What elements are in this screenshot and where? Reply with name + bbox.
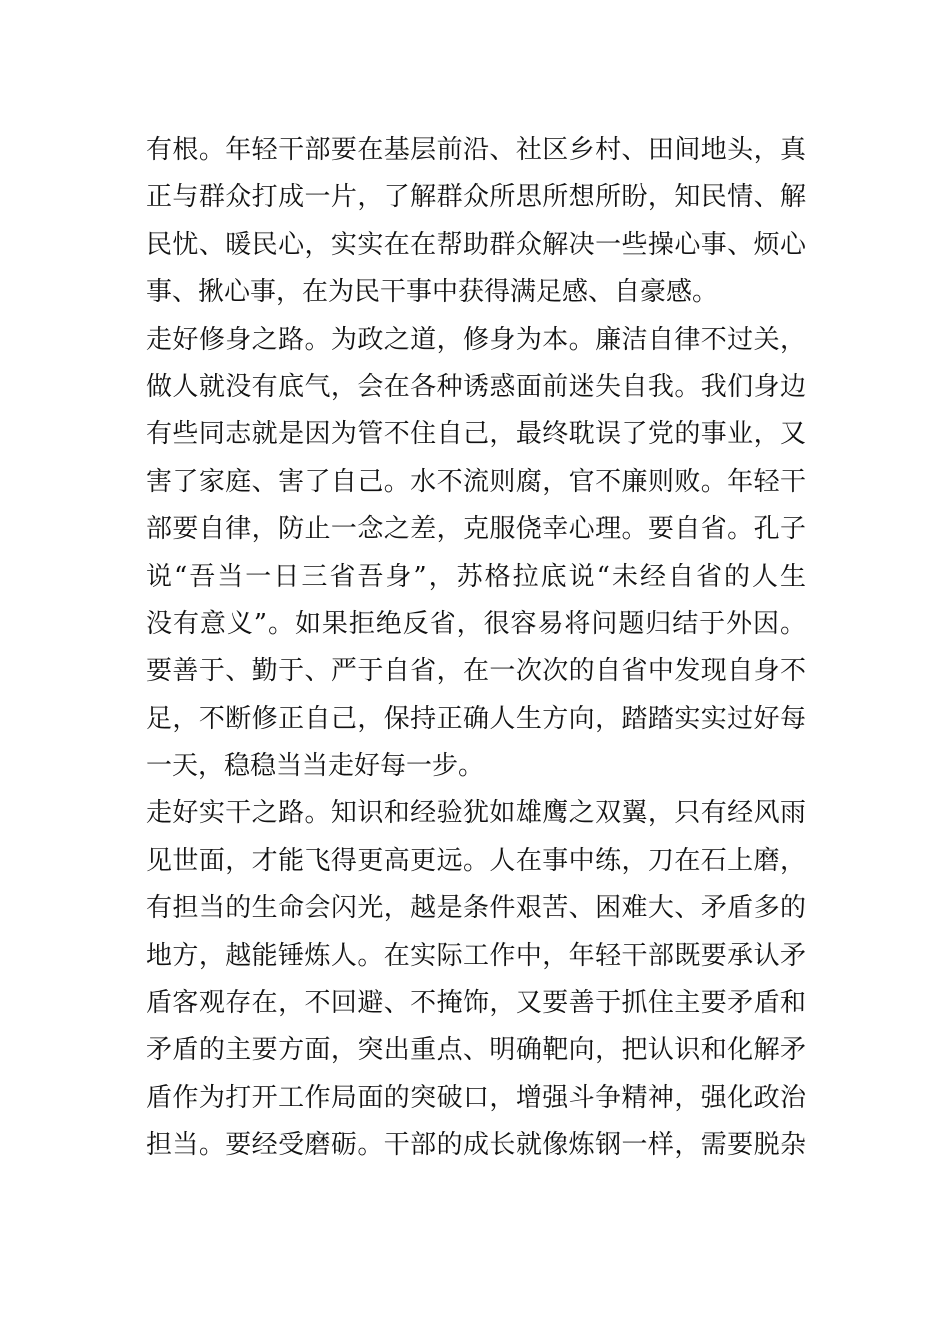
- text-line: 有担当的生命会闪光，越是条件艰苦、困难大、矛盾多的: [146, 893, 806, 924]
- text-line: 矛盾的主要方面，突出重点、明确靶向，把认识和化解矛: [146, 1035, 806, 1066]
- text-line: 正与群众打成一片，了解群众所思所想所盼，知民情、解: [146, 182, 806, 213]
- text-line: 民忧、暖民心，实实在在帮助群众解决一些操心事、烦心: [146, 229, 806, 260]
- text-line: 没有意义”。如果拒绝反省，很容易将问题归结于外因。: [146, 608, 806, 639]
- text-line: 有根。年轻干部要在基层前沿、社区乡村、田间地头，真: [146, 135, 806, 165]
- text-line: 做人就没有底气，会在各种诱惑面前迷失自我。我们身边: [146, 371, 806, 402]
- text-line: 盾作为打开工作局面的突破口，增强斗争精神，强化政治: [146, 1082, 806, 1113]
- text-line: 事、揪心事，在为民干事中获得满足感、自豪感。: [146, 277, 719, 308]
- text-line: 一天，稳稳当当走好每一步。: [146, 751, 485, 782]
- text-line: 地方，越能锤炼人。在实际工作中，年轻干部既要承认矛: [146, 940, 806, 971]
- body-text: [146, 127, 806, 1170]
- text-line: 担当。要经受磨砺。干部的成长就像炼钢一样，需要脱杂: [146, 1130, 806, 1161]
- text-line: 盾客观存在，不回避、不掩饰，又要善于抓住主要矛盾和: [146, 988, 806, 1019]
- paragraph-2: [146, 317, 806, 791]
- text-line: 走好实干之路。知识和经验犹如雄鹰之双翼，只有经风雨: [146, 798, 806, 829]
- text-line: 说“吾当一日三省吾身”，苏格拉底说“未经自省的人生: [146, 561, 806, 592]
- text-line: 害了家庭、害了自己。水不流则腐，官不廉则败。年轻干: [146, 466, 806, 497]
- text-line: 走好修身之路。为政之道，修身为本。廉洁自律不过关，: [146, 324, 806, 355]
- text-line: 要善于、勤于、严于自省，在一次次的自省中发现自身不: [146, 656, 806, 687]
- text-line: 部要自律，防止一念之差，克服侥幸心理。要自省。孔子: [146, 514, 806, 545]
- text-line: 见世面，才能飞得更高更远。人在事中练，刀在石上磨，: [146, 845, 806, 876]
- paragraph-3: [146, 790, 806, 1169]
- text-line: 有些同志就是因为管不住自己，最终耽误了党的事业，又: [146, 419, 806, 450]
- text-line: 足，不断修正自己，保持正确人生方向，踏踏实实过好每: [146, 703, 806, 734]
- paragraph-1: [146, 127, 806, 317]
